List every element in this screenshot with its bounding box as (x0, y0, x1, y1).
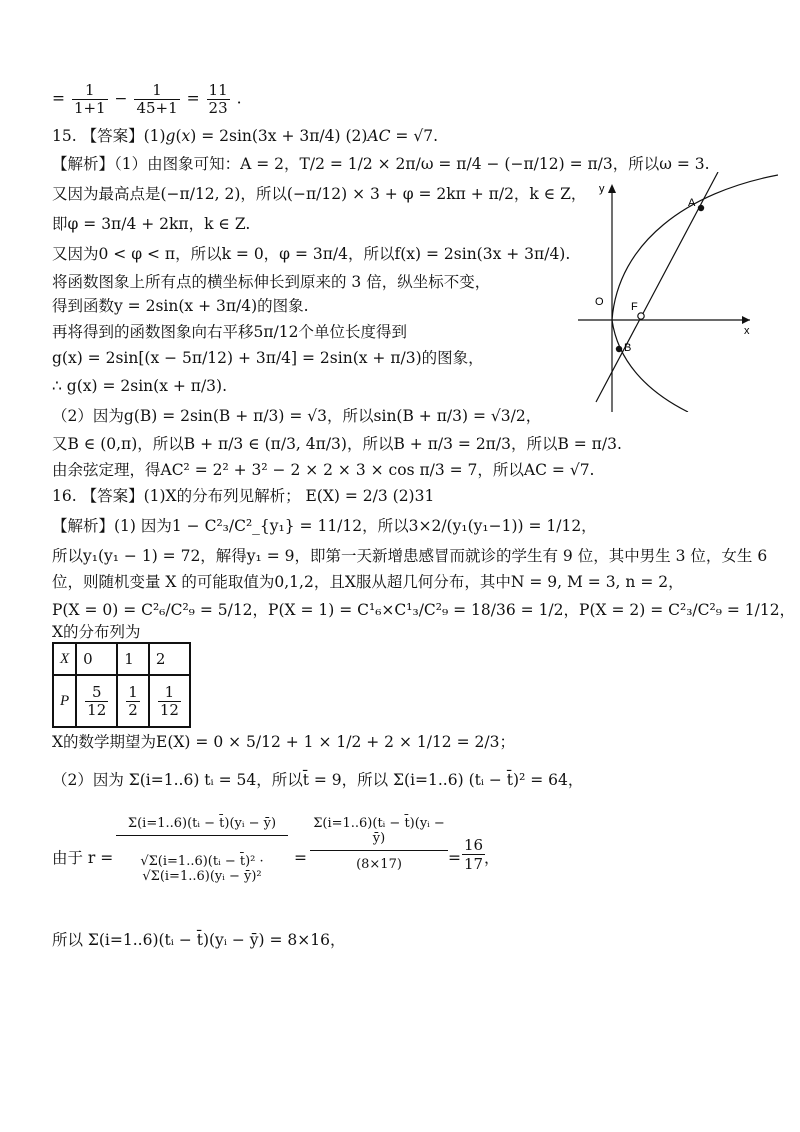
numerator: 1 (158, 684, 181, 702)
table-cell (149, 675, 190, 727)
point-b (616, 346, 622, 352)
q16-analysis-line: 【解析】(1) 因为1 − C²₃/C²_{y₁} = 11/12，所以3×2/(y₁(y₁−1)) = 1/12， (52, 517, 597, 535)
denominator: (8×17) (356, 857, 402, 872)
q15-analysis-line: 再将得到的函数图象向右平移5π/12个单位长度得到 (52, 323, 407, 341)
numerator: 1 (128, 682, 138, 701)
q15-analysis-line: （2）因为g(B) = 2sin(B + π/3) = √3，所以sin(B + π/3) = √3/2， (52, 407, 542, 425)
parabola-line-graph (578, 172, 778, 412)
correlation-prefix: 由于 r = (52, 849, 114, 867)
q15-analysis-line: 得到函数y = 2sin(x + 3π/4)的图象. (52, 297, 309, 315)
correlation-fraction (116, 816, 288, 884)
q15-analysis-line: 即φ = 3π/4 + 2kπ，k ∈ Z. (52, 215, 251, 233)
y-axis-label: y (599, 183, 605, 195)
table-cell (76, 675, 117, 727)
q15-analysis-line: g(x) = 2sin[(x − 5π/12) + 3π/4] = 2sin(x + π/3)的图象， (52, 349, 484, 367)
fraction (158, 684, 181, 719)
comma: ， (484, 849, 500, 867)
period: . (236, 89, 242, 108)
q15-analysis-line: 由余弦定理，得AC² = 2² + 3² − 2 × 2 × 3 × cos π/3 = 7，所以AC = √7. (52, 461, 595, 479)
numerator: Σ(i=1..6)(tᵢ − t̄)(yᵢ − ȳ) (116, 816, 288, 836)
q16-analysis-line: 位，则随机变量 X 的可能取值为0,1,2，且X服从超几何分布，其中N = 9, M = 3, n = 2， (52, 573, 684, 591)
denominator: 2 (128, 700, 138, 719)
table-cell: X (53, 643, 76, 675)
fraction (207, 82, 230, 117)
point-b-label: B (624, 342, 632, 354)
q15-analysis-line: 将函数图象上所有点的横坐标伸长到原来的 3 倍，纵坐标不变， (52, 273, 491, 291)
equals-sign: = (186, 89, 200, 108)
denominator: √Σ(i=1..6)(tᵢ − t̄)² · √Σ(i=1..6)(yᵢ − ȳ)² (140, 854, 264, 884)
equals-sign: = (294, 849, 307, 867)
q16-answer: 16. 【答案】(1)X的分布列见解析； E(X) = 2/3 (2)31 (52, 487, 435, 505)
q16-analysis-line: 所以 Σ(i=1..6)(tᵢ − t̄)(yᵢ − ȳ) = 8×16， (52, 931, 346, 949)
fraction (85, 684, 108, 719)
denominator: 12 (159, 700, 179, 719)
result-fraction (462, 836, 485, 873)
x-axis-label: x (744, 325, 750, 337)
point-a (698, 205, 704, 211)
denominator: 23 (208, 99, 228, 117)
q15-answer: 15. 【答案】(1)𝑔(𝑥) = 2sin(3x + 3π/4) (2)𝐴𝐶 = √7. (52, 127, 439, 145)
q15-analysis-line: 又因为最高点是(−π/12, 2)，所以(−π/12) × 3 + φ = 2kπ + π/2，k ∈ Z， (52, 185, 587, 203)
q16-analysis-line: 所以y₁(y₁ − 1) = 72，解得y₁ = 9，即第一天新增患感冒而就诊的学生有 9 位，其中男生 3 位，女生 6 (52, 547, 768, 565)
numerator: 1 (72, 82, 108, 100)
fraction (134, 82, 179, 117)
table-cell (117, 675, 149, 727)
x-axis-arrow (742, 316, 750, 324)
fraction (126, 684, 140, 719)
origin-label: O (595, 296, 604, 308)
continued-equation (52, 82, 242, 117)
q15-analysis-line: 又B ∈ (0,π)，所以B + π/3 ∈ (π/3, 4π/3)，所以B + π/3 = 2π/3，所以B = π/3. (52, 435, 622, 453)
table-row (53, 643, 190, 675)
minus-sign: − (114, 89, 128, 108)
q16-analysis-line: X的分布列为 (52, 623, 141, 641)
point-f-label: F (631, 301, 638, 313)
numerator: 16 (464, 836, 484, 854)
table-row (53, 675, 190, 727)
table-cell: 2 (149, 643, 190, 675)
fraction (72, 82, 108, 117)
table-cell: 0 (76, 643, 117, 675)
equals-sign: = (448, 849, 461, 867)
denominator: 45+1 (136, 99, 178, 117)
denominator: 12 (87, 700, 107, 719)
numerator: 5 (85, 684, 108, 702)
numerator: 1 (134, 82, 179, 100)
parabola-curve (612, 175, 778, 412)
equals-sign: = (52, 89, 65, 108)
q15-analysis-line: 又因为0 < φ < π，所以k = 0，φ = 3π/4，所以f(x) = 2sin(3x + 3π/4). (52, 245, 571, 263)
q15-analysis-line: 【解析】（1）由图象可知：A = 2，T/2 = 1/2 × 2π/ω = π/4 − (−π/12) = π/3，所以ω = 3. (52, 155, 710, 173)
q15-analysis-line: ∴ g(x) = 2sin(x + π/3). (52, 377, 228, 395)
q16-analysis-line: P(X = 0) = C²₆/C²₉ = 5/12，P(X = 1) = C¹₆×C¹₃/C²₉ = 18/36 = 1/2，P(X = 2) = C²₃/C²₉ = 1/12， (52, 601, 796, 619)
denominator: 17 (464, 855, 484, 873)
numerator: Σ(i=1..6)(tᵢ − t̄)(yᵢ − ȳ) (310, 816, 448, 851)
denominator: 1+1 (73, 99, 106, 117)
numerator: 11 (208, 81, 228, 99)
y-axis-arrow (608, 184, 616, 193)
point-a-label: A (688, 197, 696, 209)
point-f (638, 313, 644, 319)
correlation-fraction-2 (310, 816, 448, 872)
distribution-table (52, 642, 191, 728)
table-cell: 1 (117, 643, 149, 675)
q16-analysis-line: X的数学期望为E(X) = 0 × 5/12 + 1 × 1/2 + 2 × 1/12 = 2/3； (52, 733, 515, 751)
table-cell: P (53, 675, 76, 727)
q16-analysis-line: （2）因为 Σ(i=1..6) tᵢ = 54，所以t̄ = 9，所以 Σ(i=1..6) (tᵢ − t̄)² = 64， (52, 771, 584, 789)
